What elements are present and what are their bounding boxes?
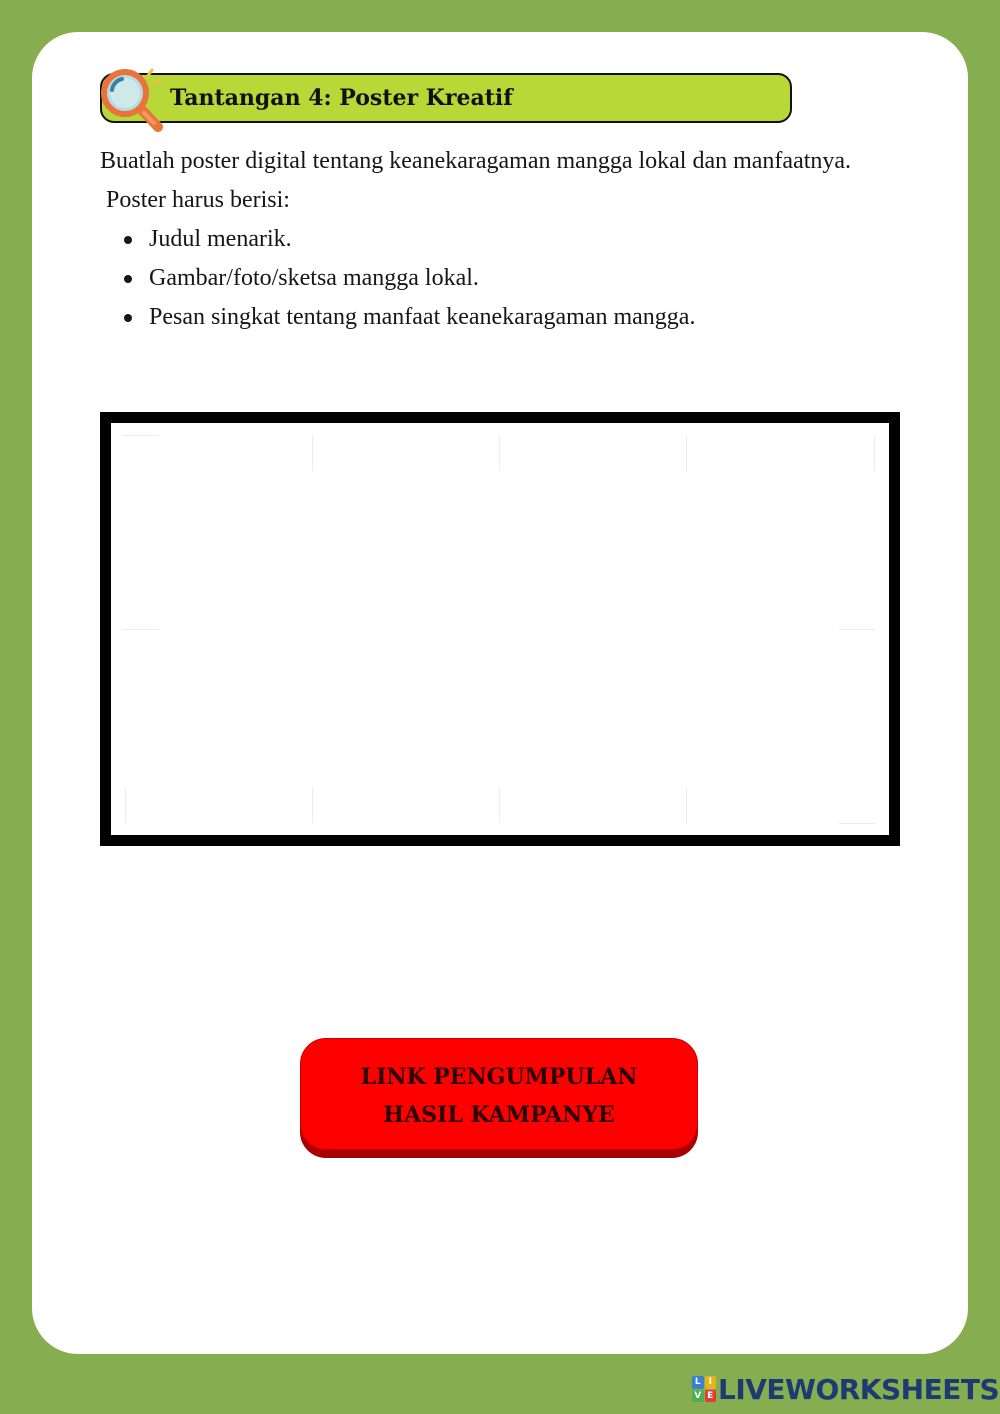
guide-mark xyxy=(499,435,500,471)
bullet-icon xyxy=(124,236,132,244)
submit-link-button[interactable] xyxy=(300,1038,698,1150)
challenge-title: Tantangan 4: Poster Kreatif xyxy=(170,85,513,111)
instructions xyxy=(100,142,900,337)
live-logo-icon xyxy=(692,1376,716,1402)
challenge-header xyxy=(100,73,792,123)
list-item-text: Gambar/foto/sketsa mangga lokal. xyxy=(149,265,479,291)
bullet-icon xyxy=(124,275,132,283)
magnifier-icon xyxy=(98,66,170,136)
list-title: Poster harus berisi: xyxy=(106,187,290,213)
guide-mark xyxy=(123,435,159,436)
guide-mark xyxy=(312,787,313,823)
guide-mark xyxy=(839,823,875,824)
submit-link-line-2: HASIL KAMPANYE xyxy=(383,1102,615,1128)
logo-letter: L xyxy=(692,1376,704,1389)
guide-mark xyxy=(874,435,875,471)
logo-letter: E xyxy=(705,1390,717,1403)
list-item xyxy=(122,220,900,259)
list-item-text: Pesan singkat tentang manfaat keanekaragaman mangga. xyxy=(149,304,696,330)
intro-paragraph: Buatlah poster digital tentang keanekaragaman mangga lokal dan manfaatnya. xyxy=(100,148,852,174)
guide-mark xyxy=(686,787,687,823)
submit-link-line-1: LINK PENGUMPULAN xyxy=(360,1064,638,1090)
logo-letter: V xyxy=(692,1390,704,1403)
list-item-text: Judul menarik. xyxy=(149,226,292,252)
guide-mark xyxy=(125,787,126,823)
list-item xyxy=(122,298,900,337)
liveworksheets-logo[interactable] xyxy=(692,1373,999,1405)
guide-mark xyxy=(839,629,875,630)
brand-name: LIVEWORKSHEETS xyxy=(718,1372,1000,1406)
logo-letter: I xyxy=(705,1376,717,1389)
submit-link-label xyxy=(301,1058,697,1134)
list-item xyxy=(122,259,900,298)
guide-mark xyxy=(123,629,159,630)
guide-mark xyxy=(312,435,313,471)
guide-mark xyxy=(499,787,500,823)
guide-mark xyxy=(686,435,687,471)
poster-drawing-area[interactable] xyxy=(100,412,900,846)
requirements-list xyxy=(100,220,900,337)
bullet-icon xyxy=(124,314,132,322)
